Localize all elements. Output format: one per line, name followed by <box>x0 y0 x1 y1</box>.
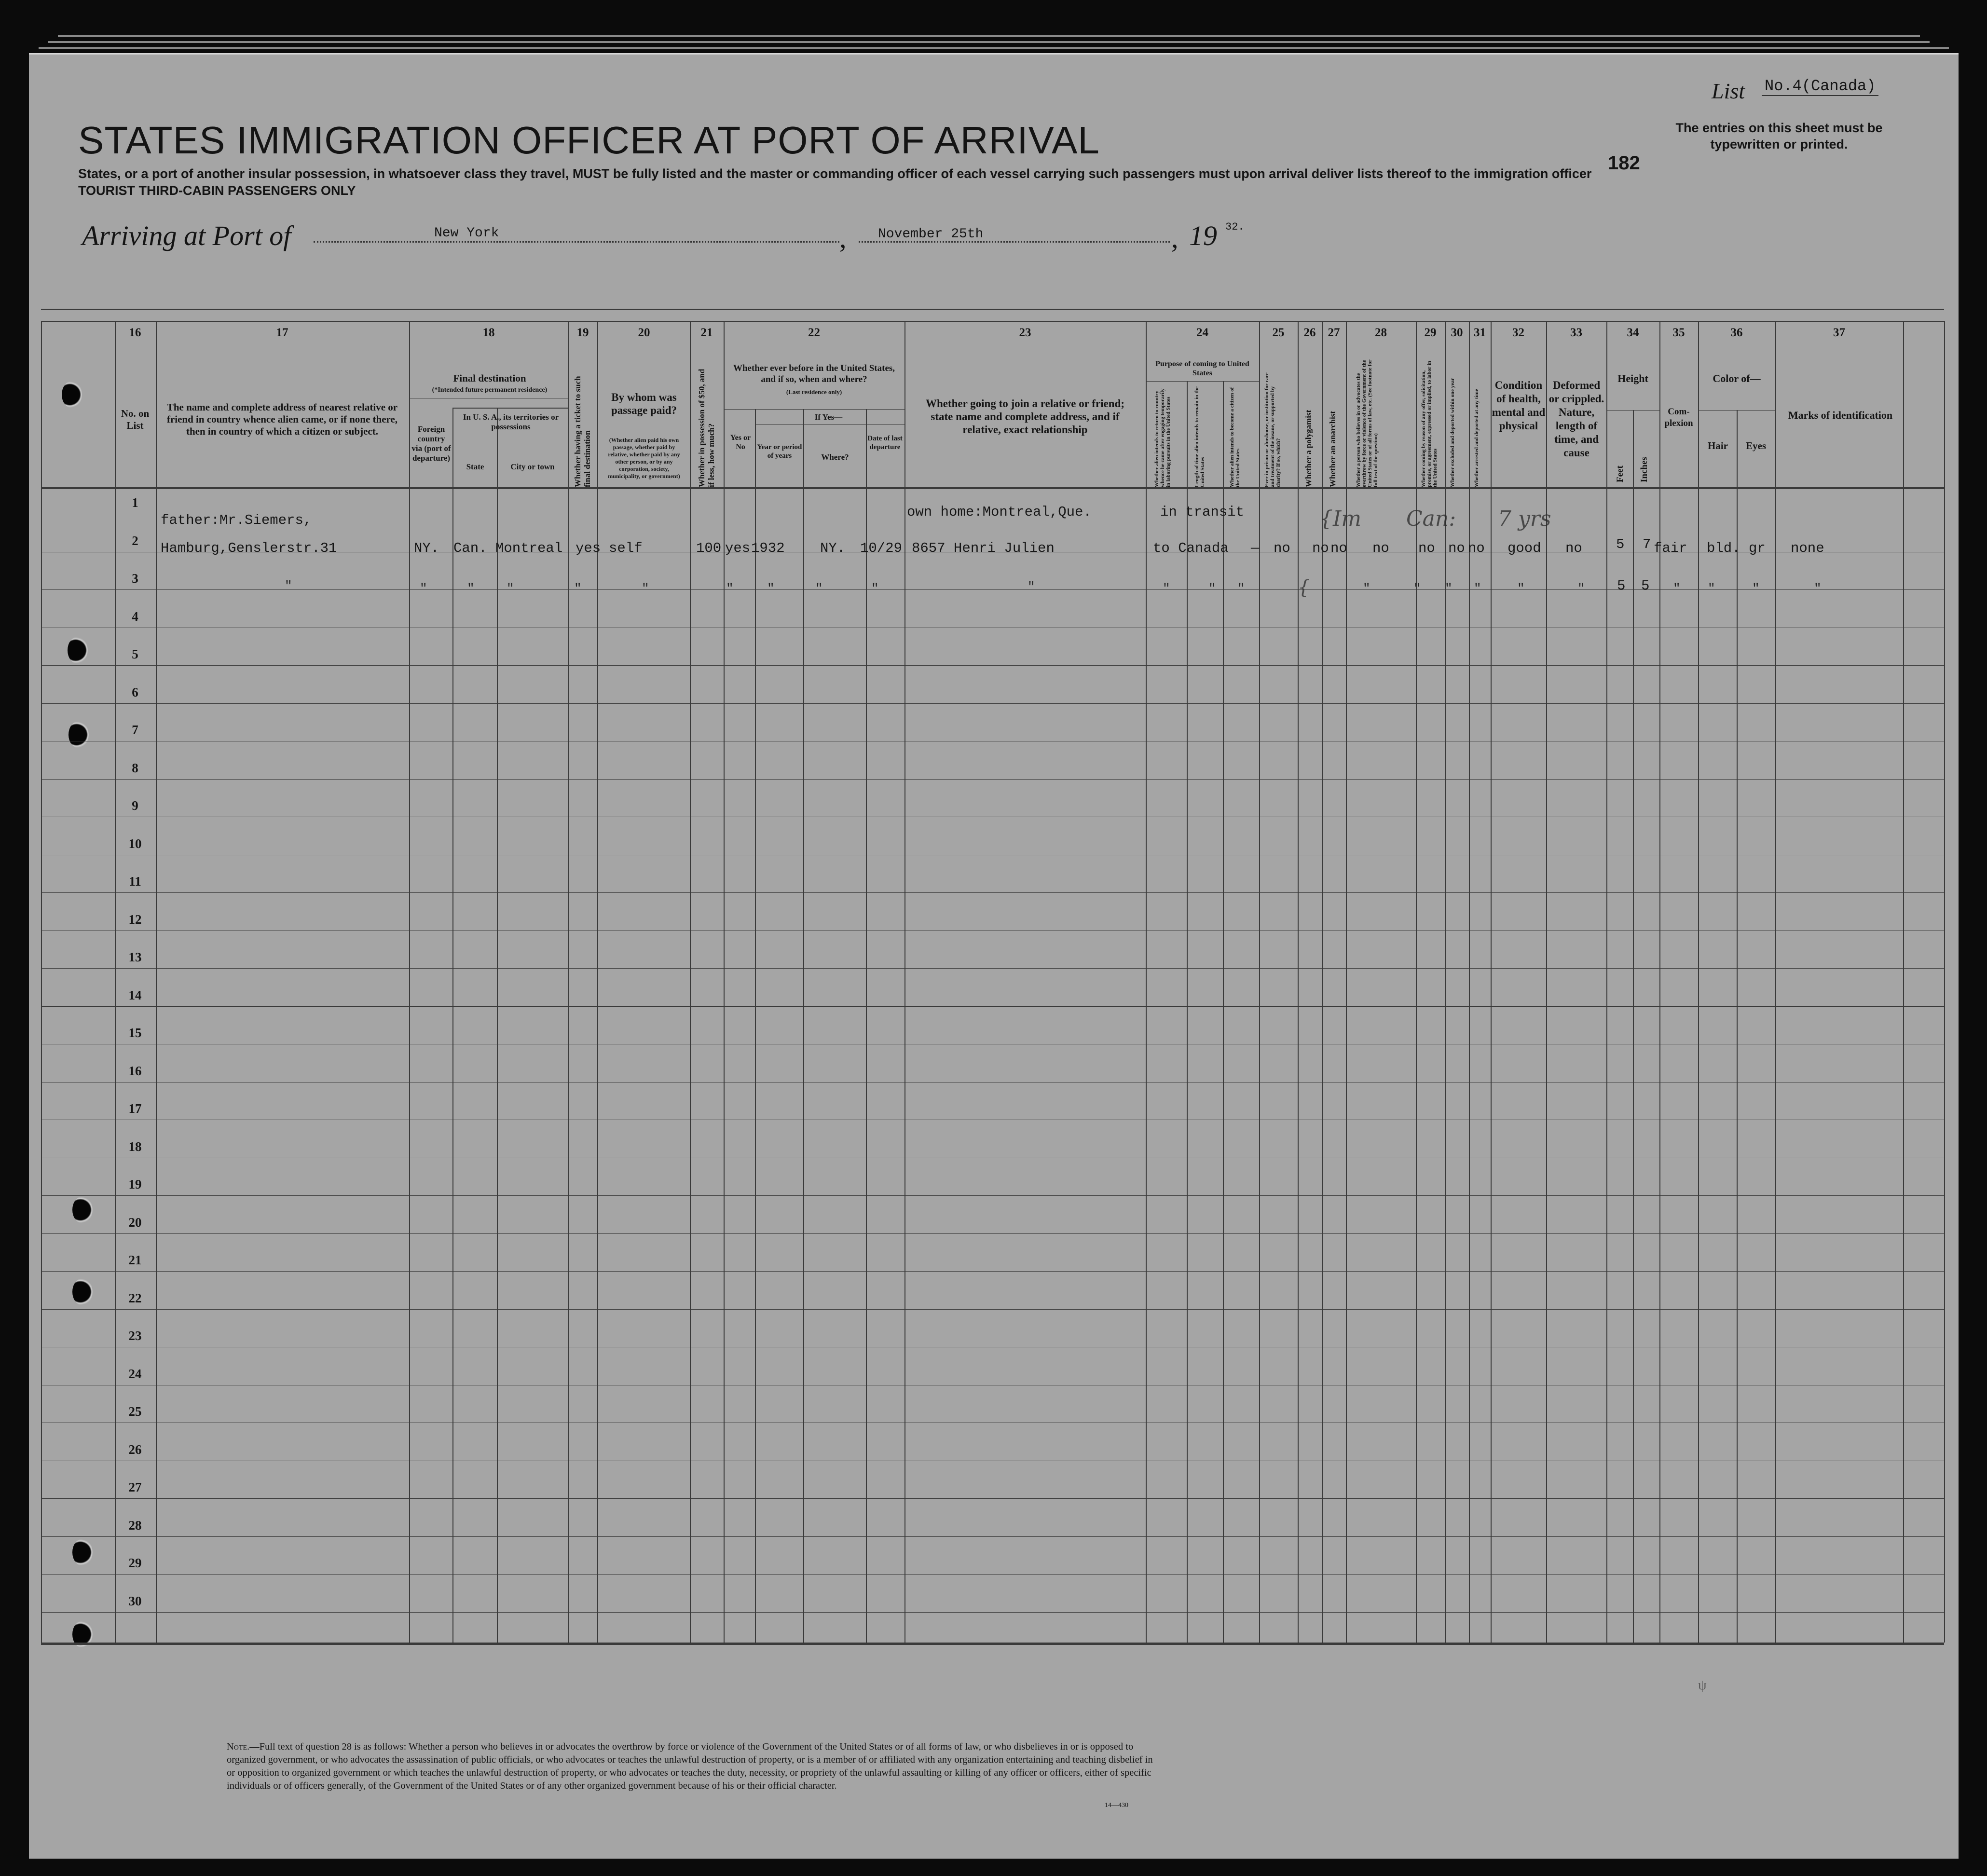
column-number: 23 <box>1019 326 1031 339</box>
row-number: 24 <box>128 1367 142 1381</box>
dash-mark: — <box>1251 540 1260 556</box>
handwritten-mark: 7 yrs <box>1498 507 1551 531</box>
header-passage-paid-note: (Whether alien paid his own passage, whether paid by relative, whether paid by any other person, or by any corporation, society, municipality, or government) <box>608 437 680 479</box>
column-number: 21 <box>700 326 713 339</box>
header-health: Condition of health, mental and physical <box>1492 379 1546 432</box>
header-city-or-town: City or town <box>510 462 555 471</box>
row-number: 17 <box>128 1101 142 1116</box>
row-line <box>41 1233 1944 1234</box>
column-line <box>755 409 756 1643</box>
height-feet: 5 <box>1617 578 1626 594</box>
handwritten-mark: Can: <box>1406 507 1456 531</box>
destination-state: Can. <box>453 540 487 556</box>
column-number: 31 <box>1474 326 1486 339</box>
prison-answer: no <box>1274 540 1290 556</box>
handwritten-mark: {Im <box>1319 507 1362 531</box>
arriving-label: Arriving at Port of <box>82 220 291 251</box>
column-number: 28 <box>1375 326 1387 339</box>
column-line <box>497 408 498 1643</box>
column-line <box>904 321 905 1643</box>
bottom-rule <box>41 1643 1944 1645</box>
header-joining-relative: Whether going to join a relative or friend; state name and complete address, and if relative, exact relationship <box>925 397 1125 436</box>
header-prison: Ever in prison or almshouse, or institution for care and treatment of the insane, or supported by charity? If so, which? <box>1264 372 1281 487</box>
header-rule <box>41 487 1944 489</box>
row-line <box>41 1498 1944 1499</box>
ditto-mark: " <box>420 581 427 596</box>
row-line <box>41 892 1944 893</box>
column-line <box>1903 321 1904 1643</box>
been-before: yes <box>725 540 751 556</box>
row-number: 9 <box>132 798 138 813</box>
sub-header-rule <box>452 408 568 409</box>
ditto-mark: " <box>815 581 823 596</box>
row-number: 25 <box>128 1404 142 1419</box>
column-line <box>1606 321 1607 1643</box>
ditto-mark: " <box>1208 581 1216 596</box>
list-label: List <box>1712 79 1745 103</box>
column-number: 22 <box>808 326 820 339</box>
year-prefix: 19 <box>1189 220 1217 251</box>
header-if-yes: If Yes— <box>814 412 843 422</box>
comma: , <box>839 222 847 254</box>
header-money: Whether in possession of $50, and if less, how much? <box>697 369 716 487</box>
header-passage-paid: By whom was passage paid? <box>611 391 677 416</box>
row-number: 6 <box>132 685 138 699</box>
ditto-mark: " <box>1445 581 1453 596</box>
form-title: STATES IMMIGRATION OFFICER AT PORT OF ARRIVAL <box>78 119 1100 162</box>
header-in-usa: In U. S. A., its territories or possessions <box>463 412 559 431</box>
row-number: 15 <box>128 1026 142 1040</box>
column-number: 26 <box>1303 326 1316 339</box>
ditto-mark: " <box>726 581 734 596</box>
header-purpose-citizen: Whether alien intends to become a citizen of the United States <box>1229 387 1241 487</box>
header-question-31: Whether arrested and deported at any time <box>1474 389 1480 487</box>
purpose-line-2: to Canada <box>1153 540 1229 556</box>
row-number: 11 <box>129 874 141 889</box>
last-departure: 10/29 <box>860 540 903 556</box>
form-instructions: States, or a port of another insular possession, in whatsoever class they travel, MUST be fully listed and the master or commanding officer of each vessel carrying such passengers must upon arrival deliver lists thereof to the immigration officer <box>78 166 1592 181</box>
ditto-mark: " <box>1163 581 1170 596</box>
row-line <box>41 1309 1944 1310</box>
destination-city: Montreal <box>495 540 563 556</box>
header-yes-or-no: Yes or No <box>730 434 751 451</box>
row-number: 26 <box>128 1442 142 1457</box>
handwritten-bracket: { <box>1298 576 1310 599</box>
year-in-us: 1932 <box>751 540 785 556</box>
question-30-answer: no <box>1448 540 1465 556</box>
column-number-rule <box>41 321 1944 322</box>
column-line <box>1775 321 1776 1643</box>
row-line <box>41 1536 1944 1537</box>
purpose-line-1: in transit <box>1160 504 1245 520</box>
row-line <box>41 1195 1944 1196</box>
relative-line-2: Hamburg,Genslerstr.31 <box>161 540 337 556</box>
ditto-mark: " <box>642 581 649 596</box>
row-number: 3 <box>132 571 138 586</box>
column-line <box>1698 321 1699 1643</box>
header-deformed: Deformed or crippled. Nature, length of time, and cause <box>1548 379 1604 459</box>
column-line <box>1146 321 1147 1643</box>
row-number: 12 <box>128 912 142 927</box>
column-line <box>803 409 804 1643</box>
column-number: 37 <box>1833 326 1845 339</box>
header-before-in-us: Whether ever before in the United States, and if so, when and where? <box>733 363 895 384</box>
header-color-of: Color of— <box>1713 372 1761 384</box>
column-number: 32 <box>1512 326 1524 339</box>
ditto-mark: " <box>1752 581 1760 596</box>
column-line <box>41 321 42 1643</box>
column-line <box>690 321 691 1643</box>
row-number: 1 <box>132 495 138 510</box>
row-number: 13 <box>128 950 142 964</box>
column-number: 20 <box>638 326 650 339</box>
column-line <box>156 321 157 1643</box>
question-31-answer: no <box>1468 540 1485 556</box>
row-number: 2 <box>132 534 138 548</box>
column-line <box>568 321 569 1643</box>
passenger-class: TOURIST THIRD-CABIN PASSENGERS ONLY <box>78 183 356 198</box>
sub-header-rule <box>1146 381 1259 382</box>
column-number: 34 <box>1627 326 1639 339</box>
ditto-mark: " <box>1708 581 1715 596</box>
row-number: 4 <box>132 609 138 624</box>
row-number: 20 <box>128 1215 142 1230</box>
column-number: 18 <box>482 326 495 339</box>
row-number: 16 <box>128 1064 142 1078</box>
row-number: 30 <box>128 1594 142 1608</box>
column-line <box>1944 321 1945 1643</box>
ditto-mark: " <box>507 581 514 596</box>
comma: , <box>1171 222 1178 254</box>
row-number: 14 <box>128 988 142 1002</box>
header-height: Height <box>1617 372 1648 384</box>
column-number: 33 <box>1570 326 1582 339</box>
complexion-answer: fair <box>1654 540 1687 556</box>
where-in-us: NY. <box>820 540 846 556</box>
header-question-28: Whether a person who believes in or advocates the overthrow by force or violence of the Government of the United States or of all forms of law, etc. (See footnote for full text of the question) <box>1356 359 1379 487</box>
row-line <box>41 1006 1944 1007</box>
sheet-number: 182 <box>1608 152 1640 174</box>
top-rule <box>41 309 1944 310</box>
column-line <box>866 409 867 1643</box>
port-value: New York <box>434 226 499 241</box>
row-line <box>41 1271 1944 1272</box>
eye-color: gr <box>1749 540 1766 556</box>
header-feet: Feet <box>1615 466 1625 482</box>
row-number: 5 <box>132 647 138 661</box>
ditto-mark: " <box>871 581 879 596</box>
column-number: 27 <box>1328 326 1340 339</box>
money-amount: 100 <box>696 540 722 556</box>
row-line <box>41 589 1944 590</box>
column-number: 35 <box>1672 326 1685 339</box>
sub-header-rule <box>724 409 904 410</box>
column-line <box>1633 410 1634 1643</box>
arrival-date: November 25th <box>878 227 984 242</box>
ditto-mark: " <box>1814 581 1822 596</box>
column-number: 16 <box>129 326 141 339</box>
header-year: Year or period of years <box>757 443 802 460</box>
column-line <box>724 321 725 1643</box>
question-29-answer: no <box>1418 540 1435 556</box>
column-line <box>409 321 410 1643</box>
entries-note: The entries on this sheet must be typewritten or printed. <box>1675 121 1883 151</box>
header-state: State <box>466 462 484 471</box>
joining-line-1: own home:Montreal,Que. <box>907 504 1092 520</box>
question-28-answer: no <box>1372 540 1389 556</box>
header-polygamist: Whether a polygamist <box>1304 410 1313 487</box>
row-number: 18 <box>128 1139 142 1154</box>
row-line <box>41 665 1944 666</box>
ditto-mark: " <box>574 581 582 596</box>
header-no-on-list: No. on List <box>121 408 150 431</box>
header-eyes: Eyes <box>1746 440 1766 452</box>
row-number: 10 <box>128 836 142 851</box>
header-purpose: Purpose of coming to United States <box>1155 360 1249 377</box>
row-number: 7 <box>132 723 138 737</box>
header-marks: Marks of identification <box>1788 409 1893 421</box>
row-number: 21 <box>128 1253 142 1267</box>
scribble-mark: ψ <box>1698 1678 1707 1693</box>
row-number: 28 <box>128 1518 142 1533</box>
ditto-mark: " <box>1577 581 1585 596</box>
row-number: 23 <box>128 1328 142 1343</box>
column-line <box>1259 321 1260 1643</box>
height-inches: 7 <box>1643 536 1651 552</box>
ditto-mark: " <box>285 579 292 593</box>
row-line <box>41 1574 1944 1575</box>
ditto-mark: " <box>1413 581 1421 596</box>
polygamist-answer: no <box>1312 540 1329 556</box>
column-number: 25 <box>1272 326 1285 339</box>
joining-line-2: 8657 Henri Julien <box>912 540 1055 556</box>
header-complexion: Com-plexion <box>1664 407 1693 428</box>
header-ticket: Whether having a ticket to such final destination <box>573 376 592 487</box>
column-line <box>1187 381 1188 1643</box>
column-line <box>1223 381 1224 1643</box>
header-question-29: Whether coming by reason of any offer, solicitation, promise, or agreement, expressed or implied, to labor in the United States <box>1421 361 1438 487</box>
row-line <box>41 1612 1944 1613</box>
form-number: 14—430 <box>1105 1802 1128 1809</box>
header-purpose-return: Whether alien intends to return to country whence he came after engaging temporarily in laboring pursuits in the United States <box>1154 388 1171 487</box>
header-foreign-country: Foreign country via (port of departure) <box>411 424 451 463</box>
ditto-mark: " <box>767 581 775 596</box>
column-number: 19 <box>576 326 589 339</box>
header-purpose-length: Length of time alien intends to remain in the United States <box>1194 386 1206 487</box>
column-line <box>1491 321 1492 1643</box>
row-number: 19 <box>128 1177 142 1191</box>
column-number: 29 <box>1424 326 1437 339</box>
column-line <box>1659 321 1660 1643</box>
header-where: Where? <box>821 452 849 462</box>
row-number: 8 <box>132 761 138 775</box>
column-number: 17 <box>276 326 288 339</box>
footnote <box>227 1740 1163 1793</box>
row-number: 27 <box>128 1480 142 1494</box>
column-number: 36 <box>1730 326 1743 339</box>
header-inches: Inches <box>1639 457 1649 482</box>
header-hair: Hair <box>1708 440 1728 452</box>
header-nearest-relative: The name and complete address of nearest relative or friend in country whence alien came, or if none there, then in country of which a citizen or subject. <box>166 401 398 437</box>
relative-line-1: father:Mr.Siemers, <box>161 512 312 528</box>
ditto-mark: " <box>1237 581 1245 596</box>
sub-header-rule <box>755 424 904 425</box>
row-line <box>41 703 1944 704</box>
health-answer: good <box>1507 540 1541 556</box>
column-number: 24 <box>1196 326 1208 339</box>
header-last-departure: Date of last departure <box>867 435 903 451</box>
column-line <box>1298 321 1299 1643</box>
column-line <box>597 321 598 1643</box>
anarchist-answer: no <box>1330 540 1347 556</box>
height-inches: 5 <box>1641 578 1650 594</box>
footnote-label: Note. <box>227 1741 250 1752</box>
header-final-destination: Final destination <box>453 372 526 384</box>
deformed-answer: no <box>1565 540 1582 556</box>
ditto-mark: " <box>467 581 475 596</box>
ditto-mark: " <box>1517 581 1525 596</box>
column-line <box>1469 321 1470 1643</box>
height-feet: 5 <box>1616 536 1625 552</box>
column-line <box>452 408 453 1643</box>
ditto-mark: " <box>1474 581 1481 596</box>
column-number: 30 <box>1451 326 1463 339</box>
identification-marks: none <box>1791 540 1824 556</box>
column-line <box>1737 410 1738 1643</box>
list-number: No.4(Canada) <box>1762 77 1878 96</box>
year-value: 32. <box>1225 221 1245 233</box>
header-final-destination-note: (*Intended future permanent residence) <box>432 386 548 394</box>
row-number: 22 <box>128 1291 142 1305</box>
ditto-mark: " <box>1028 580 1035 594</box>
ditto-mark: " <box>1673 581 1681 596</box>
row-number: 29 <box>128 1556 142 1570</box>
footnote-text: —Full text of question 28 is as follows: Whether a person who believes in or advocates the overthrow by force or violence of the Government of the United States or of all forms of law, or who disbelieves in or is opposed to organized government, or who advocates the assassination of public officials, or who advocates or teaches the unlawful destruction of property, or is a member of or affiliated with any organization entertaining and teaching disbelief in or opposition to organized government or which teaches the unlawful destruction of property, or who advocates or teaches the duty, necessity, or propriety of the unlawful assaulting or killing of any officer or officers, either of specific individuals or of officers generally, of the Government of the United States or of any other organized government because of his or their official character. <box>227 1741 1153 1791</box>
header-anarchist: Whether an anarchist <box>1328 411 1337 487</box>
ditto-mark: " <box>1363 581 1370 596</box>
row-line <box>41 779 1944 780</box>
passage-paid-by: self <box>609 540 643 556</box>
hair-color: bld. <box>1707 540 1740 556</box>
ticket-answer: yes <box>576 540 601 556</box>
header-last-residence: (Last residence only) <box>786 388 842 396</box>
row-line <box>41 968 1944 969</box>
header-question-30: Whether excluded and deported within one year <box>1450 378 1455 487</box>
foreign-port: NY. <box>414 540 439 556</box>
